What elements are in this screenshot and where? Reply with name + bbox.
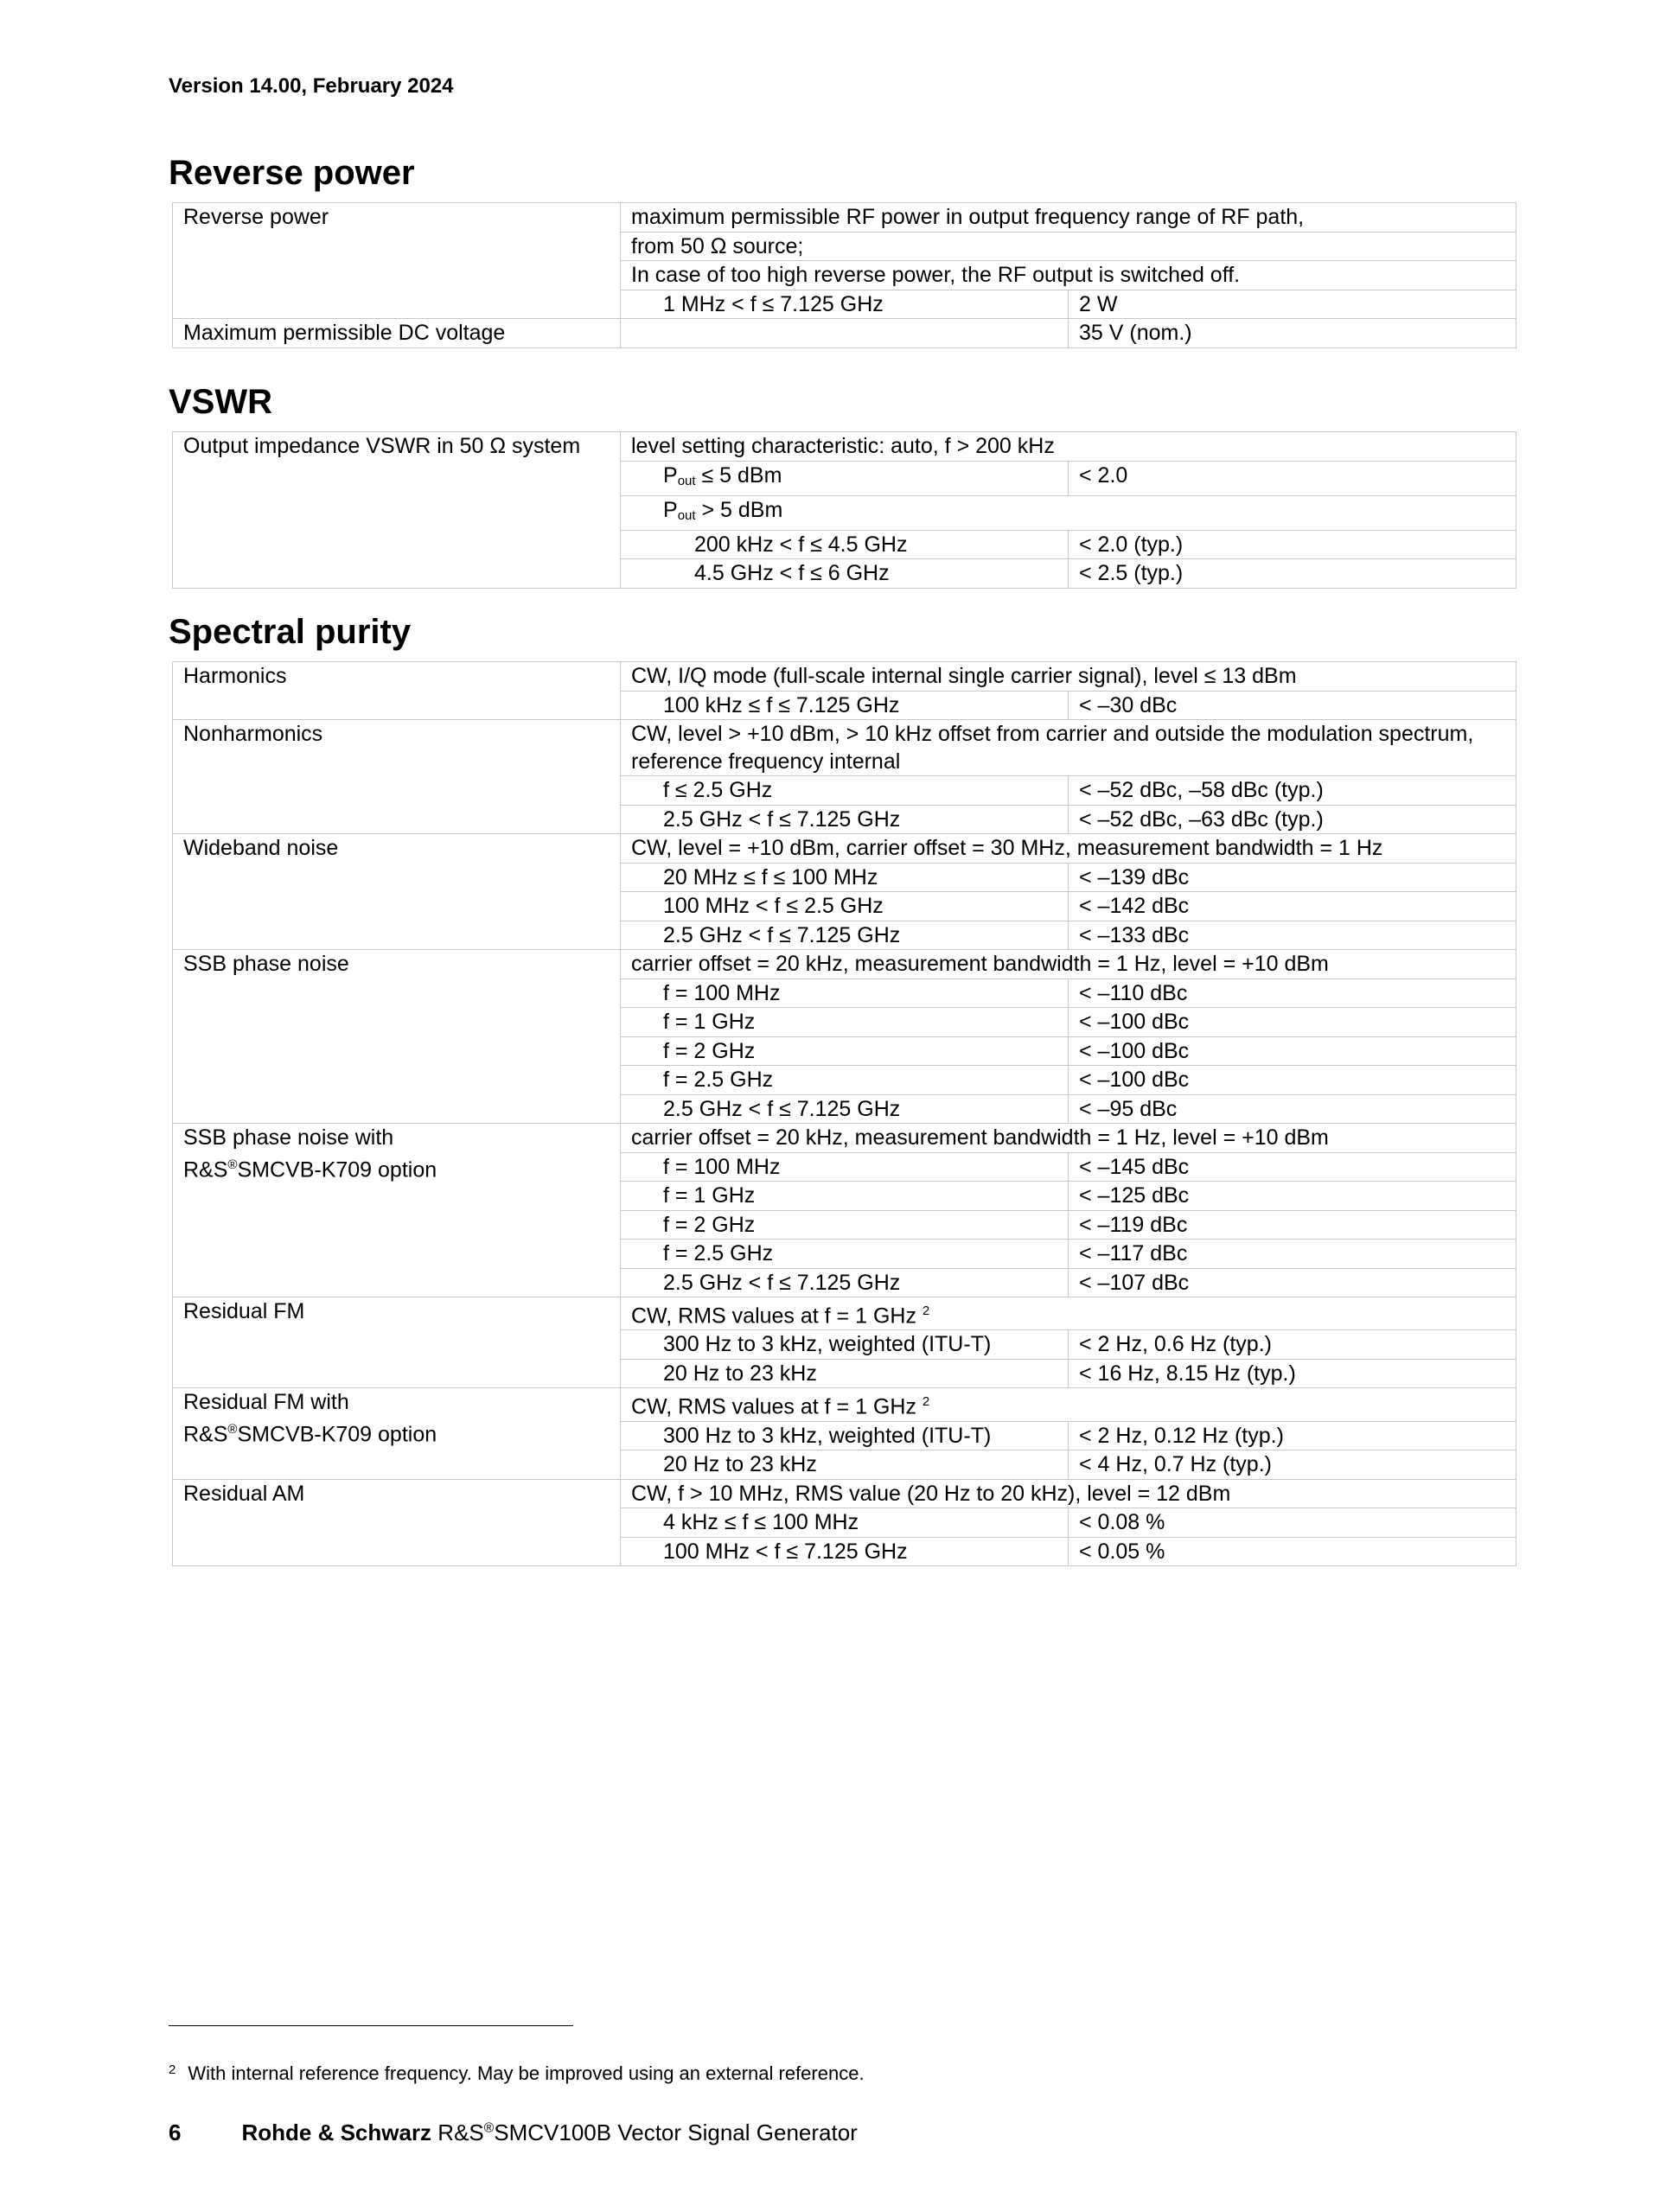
table-row xyxy=(173,720,1516,776)
spec-condition: 300 Hz to 3 kHz, weighted (ITU-T) xyxy=(621,1330,1069,1360)
table-row xyxy=(173,1388,1516,1421)
spec-condition xyxy=(621,495,1516,530)
spec-value: < –119 dBc xyxy=(1069,1210,1516,1240)
section-title-reverse-power: Reverse power xyxy=(169,154,415,192)
spec-value: < 2 Hz, 0.6 Hz (typ.) xyxy=(1069,1330,1516,1360)
vswr-table xyxy=(172,431,1516,589)
param-label: Harmonics xyxy=(173,662,621,720)
footnote-ref: 2 xyxy=(922,1304,930,1318)
footnote-separator xyxy=(169,2025,573,2026)
spec-value: < –142 dBc xyxy=(1069,892,1516,921)
section-title-spectral-purity: Spectral purity xyxy=(169,613,412,651)
spec-condition: f = 1 GHz xyxy=(621,1182,1069,1211)
registered-mark: ® xyxy=(227,1422,238,1437)
spec-value: < –100 dBc xyxy=(1069,1008,1516,1037)
spec-value: < –110 dBc xyxy=(1069,979,1516,1008)
condition-text: CW, level = +10 dBm, carrier offset = 30 MHz, measurement bandwidth = 1 Hz xyxy=(621,834,1516,864)
spec-value: < –139 dBc xyxy=(1069,863,1516,892)
spec-condition: 2.5 GHz < f ≤ 7.125 GHz xyxy=(621,1268,1069,1297)
footnote-text: With internal reference frequency. May be improved using an external reference. xyxy=(188,2062,865,2084)
param-label: SSB phase noise xyxy=(173,950,621,1124)
condition-main: CW, RMS values at f = 1 GHz xyxy=(631,1394,923,1419)
version-header: Version 14.00, February 2024 xyxy=(169,74,454,98)
spec-condition: 100 kHz ≤ f ≤ 7.125 GHz xyxy=(621,691,1069,720)
page-number: 6 xyxy=(169,2120,182,2145)
condition-main: CW, RMS values at f = 1 GHz xyxy=(631,1304,923,1329)
label-post: SMCVB-K709 option xyxy=(237,1422,437,1447)
spec-condition: f = 2 GHz xyxy=(621,1210,1069,1240)
p2-rest: > 5 dBm xyxy=(695,497,783,522)
footer-product-pre: R&S xyxy=(437,2120,484,2145)
condition-text xyxy=(621,1388,1516,1421)
param-label: Wideband noise xyxy=(173,834,621,950)
p-subscript: out xyxy=(677,507,696,523)
table-row xyxy=(173,1297,1516,1330)
table-row xyxy=(173,319,1516,348)
spec-value: < 4 Hz, 0.7 Hz (typ.) xyxy=(1069,1450,1516,1480)
condition-text: In case of too high reverse power, the RF output is switched off. xyxy=(621,261,1516,290)
page-footer xyxy=(169,2120,858,2146)
spec-value: < –145 dBc xyxy=(1069,1152,1516,1182)
spec-value: < –52 dBc, –63 dBc (typ.) xyxy=(1069,805,1516,834)
label-pre: R&S xyxy=(183,1157,228,1182)
spec-value: < –100 dBc xyxy=(1069,1036,1516,1066)
param-label xyxy=(173,1124,621,1297)
spec-value: 35 V (nom.) xyxy=(1069,319,1516,348)
spec-condition: 20 Hz to 23 kHz xyxy=(621,1359,1069,1388)
label-line1: Residual FM with xyxy=(183,1390,349,1415)
empty-cell xyxy=(621,319,1069,348)
param-label: Maximum permissible DC voltage xyxy=(173,319,621,348)
spec-value: < 0.08 % xyxy=(1069,1508,1516,1538)
section-title-vswr: VSWR xyxy=(169,383,272,421)
spec-condition: f = 100 MHz xyxy=(621,1152,1069,1182)
spec-condition: 1 MHz < f ≤ 7.125 GHz xyxy=(621,290,1069,319)
footnote xyxy=(169,2062,865,2085)
param-label: Residual FM xyxy=(173,1297,621,1388)
table-row xyxy=(173,1124,1516,1153)
spec-value: < –117 dBc xyxy=(1069,1240,1516,1269)
spec-condition: f ≤ 2.5 GHz xyxy=(621,776,1069,806)
spec-value: < –95 dBc xyxy=(1069,1094,1516,1124)
table-row xyxy=(173,834,1516,864)
footer-brand: Rohde & Schwarz xyxy=(241,2120,432,2145)
spec-value: < –52 dBc, –58 dBc (typ.) xyxy=(1069,776,1516,806)
spec-value: < 16 Hz, 8.15 Hz (typ.) xyxy=(1069,1359,1516,1388)
condition-text: CW, I/Q mode (full-scale internal single carrier signal), level ≤ 13 dBm xyxy=(621,662,1516,692)
label-pre: R&S xyxy=(183,1422,228,1447)
spec-condition: 200 kHz < f ≤ 4.5 GHz xyxy=(621,530,1069,559)
spec-condition xyxy=(621,461,1069,495)
p-symbol: P xyxy=(663,462,678,488)
spec-condition: f = 2.5 GHz xyxy=(621,1240,1069,1269)
label-post: SMCVB-K709 option xyxy=(237,1157,437,1182)
p-symbol: P xyxy=(663,497,678,522)
spec-value: < 2.5 (typ.) xyxy=(1069,559,1516,589)
reverse-power-table xyxy=(172,202,1516,348)
table-row xyxy=(173,1479,1516,1508)
spec-condition: f = 2 GHz xyxy=(621,1036,1069,1066)
table-row xyxy=(173,950,1516,979)
condition-text: carrier offset = 20 kHz, measurement bandwidth = 1 Hz, level = +10 dBm xyxy=(621,950,1516,979)
footnote-number: 2 xyxy=(169,2062,176,2077)
spec-condition: 2.5 GHz < f ≤ 7.125 GHz xyxy=(621,1094,1069,1124)
param-label: Residual AM xyxy=(173,1479,621,1566)
spec-condition: f = 100 MHz xyxy=(621,979,1069,1008)
spec-condition: 20 MHz ≤ f ≤ 100 MHz xyxy=(621,863,1069,892)
footnote-ref: 2 xyxy=(922,1394,930,1410)
spec-value: 2 W xyxy=(1069,290,1516,319)
condition-text: carrier offset = 20 kHz, measurement bandwidth = 1 Hz, level = +10 dBm xyxy=(621,1124,1516,1153)
param-label xyxy=(173,1388,621,1479)
spec-value: < –125 dBc xyxy=(1069,1182,1516,1211)
condition-text: from 50 Ω source; xyxy=(621,232,1516,261)
condition-text: maximum permissible RF power in output frequency range of RF path, xyxy=(621,203,1516,233)
spec-value: < –107 dBc xyxy=(1069,1268,1516,1297)
footer-product: SMCV100B Vector Signal Generator xyxy=(494,2120,858,2145)
spec-condition: 20 Hz to 23 kHz xyxy=(621,1450,1069,1480)
spec-condition: 4.5 GHz < f ≤ 6 GHz xyxy=(621,559,1069,589)
spec-value: < 0.05 % xyxy=(1069,1537,1516,1566)
spec-condition: f = 1 GHz xyxy=(621,1008,1069,1037)
table-row xyxy=(173,432,1516,462)
spec-condition: f = 2.5 GHz xyxy=(621,1066,1069,1095)
param-label: Nonharmonics xyxy=(173,720,621,834)
spec-condition: 2.5 GHz < f ≤ 7.125 GHz xyxy=(621,921,1069,950)
p1-rest: ≤ 5 dBm xyxy=(695,462,782,488)
label-line1: SSB phase noise with xyxy=(183,1125,394,1150)
condition-text xyxy=(621,1297,1516,1330)
param-label: Output impedance VSWR in 50 Ω system xyxy=(173,432,621,589)
registered-mark: ® xyxy=(483,2120,495,2136)
spec-value: < –30 dBc xyxy=(1069,691,1516,720)
spec-value: < –100 dBc xyxy=(1069,1066,1516,1095)
spec-value: < –133 dBc xyxy=(1069,921,1516,950)
table-row xyxy=(173,662,1516,692)
spec-value: < 2.0 xyxy=(1069,461,1516,495)
table-row xyxy=(173,203,1516,233)
spectral-purity-table xyxy=(172,661,1516,1566)
registered-mark: ® xyxy=(227,1157,238,1172)
spec-value: < 2 Hz, 0.12 Hz (typ.) xyxy=(1069,1421,1516,1450)
param-label: Reverse power xyxy=(173,203,621,319)
condition-text: level setting characteristic: auto, f > 200 kHz xyxy=(621,432,1516,462)
spec-condition: 100 MHz < f ≤ 7.125 GHz xyxy=(621,1537,1069,1566)
spec-condition: 300 Hz to 3 kHz, weighted (ITU-T) xyxy=(621,1421,1069,1450)
spec-condition: 2.5 GHz < f ≤ 7.125 GHz xyxy=(621,805,1069,834)
condition-text: CW, level > +10 dBm, > 10 kHz offset from carrier and outside the modulation spectrum, reference frequency internal xyxy=(621,720,1516,776)
condition-text: CW, f > 10 MHz, RMS value (20 Hz to 20 kHz), level = 12 dBm xyxy=(621,1479,1516,1508)
p-subscript: out xyxy=(677,473,696,488)
spec-value: < 2.0 (typ.) xyxy=(1069,530,1516,559)
spec-condition: 4 kHz ≤ f ≤ 100 MHz xyxy=(621,1508,1069,1538)
spec-condition: 100 MHz < f ≤ 2.5 GHz xyxy=(621,892,1069,921)
